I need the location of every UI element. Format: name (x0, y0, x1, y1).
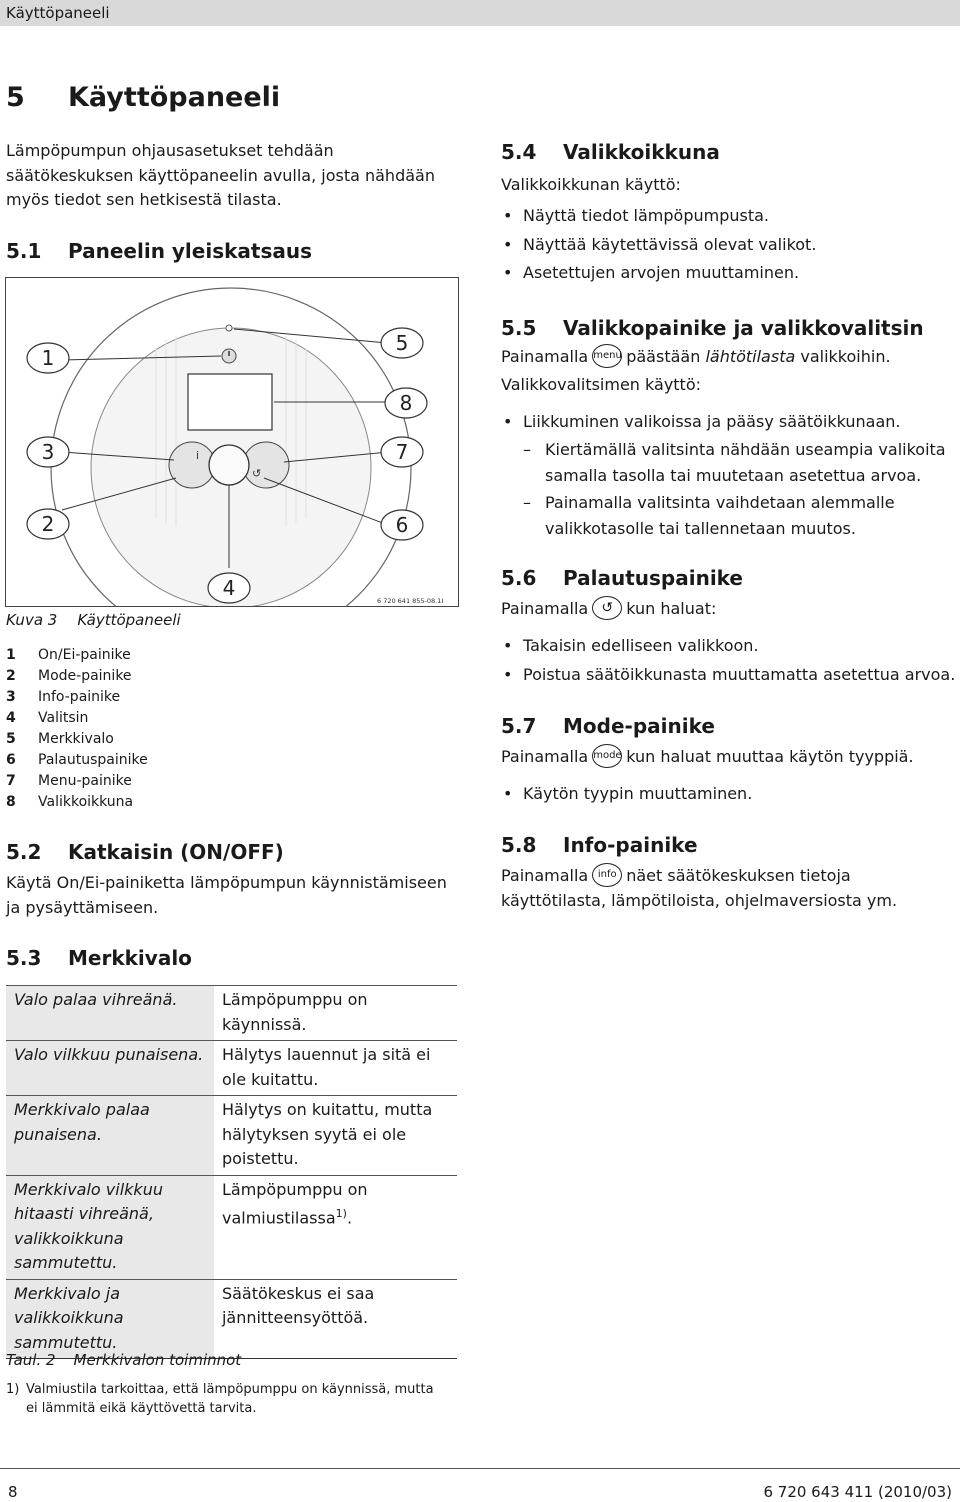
callout-5: 5 (395, 331, 409, 355)
legend-item: 8 Valikkoikkuna (6, 794, 134, 810)
footnote-mark: 1) (6, 1382, 20, 1397)
table-cell: Hälytys on kuitattu, mutta hälytyksen syytä ei ole poistettu. (221, 1100, 433, 1168)
running-head: Käyttöpaneeli (0, 0, 960, 26)
section-title: Katkaisin (ON/OFF) (68, 840, 284, 864)
section-5-7-list (501, 782, 956, 811)
table-row (6, 1175, 457, 1279)
legend-item: 7 Menu-painike (6, 773, 132, 789)
section-title: Valikkoikkuna (563, 140, 720, 164)
section-title: Käyttöpaneeli (68, 82, 281, 113)
footnote-ref: 1) (335, 1207, 347, 1220)
table-row (6, 1041, 457, 1096)
section-5-5-heading (501, 316, 924, 340)
legend-item: 2 Mode-painike (6, 668, 132, 684)
legend-item: 1 On/Ei-painike (6, 647, 131, 663)
section-title: Info-painike (563, 833, 698, 857)
menu-icon: menu (592, 344, 622, 368)
list-item: • Takaisin edelliseen valikkoon. (501, 634, 956, 659)
list-item: • Käytön tyypin muuttaminen. (501, 782, 956, 807)
callout-2: 2 (41, 512, 55, 536)
intro-paragraph: Lämpöpumpun ohjausasetukset tehdään säätökeskuksen käyttöpaneelin avulla, josta nähdään myös tiedot sen hetkisestä tilasta. (6, 141, 435, 209)
section-5-4-intro: Valikkoikkunan käyttö: (501, 175, 681, 194)
table-cell: Valo palaa vihreänä. (6, 986, 214, 1041)
info-icon: info (592, 863, 622, 887)
table-cell: Merkkivalo vilkkuu hitaasti vihreänä, valikkoikkuna sammutettu. (6, 1175, 214, 1279)
indicator-light (226, 325, 232, 331)
caption-label: Kuva 3 (6, 611, 58, 629)
legend-item: 6 Palautuspainike (6, 752, 148, 768)
list-item: • Liikkuminen valikoissa ja pääsy säätöikkunaan. (501, 410, 956, 435)
table-cell: Merkkivalo ja valikkoikkuna sammutettu. (6, 1279, 214, 1359)
legend-item: 4 Valitsin (6, 710, 89, 726)
section-5-6-list (501, 634, 956, 691)
callout-4: 4 (222, 576, 236, 600)
section-5-7-line: Painamalla mode kun haluat muuttaa käytön tyyppiä. (501, 745, 956, 770)
section-number: 5.6 (501, 566, 537, 590)
section-5-3-heading (6, 946, 192, 970)
list-item: • Näyttä tiedot lämpöpumpusta. (501, 204, 951, 229)
section-5-8-heading (501, 833, 698, 857)
mode-icon: mode (592, 744, 622, 768)
section-5-4-heading (501, 140, 720, 164)
section-5-5-dash-list (501, 437, 956, 543)
section-5-5-list (501, 410, 956, 439)
section-5-2-heading (6, 840, 284, 864)
section-5-6-line: Painamalla ↺ kun haluat: (501, 597, 956, 622)
status-light-table (6, 985, 457, 1359)
footer-rule (0, 1468, 960, 1469)
section-5-5-line1: Painamalla menu päästään lähtötilasta valikkoihin. (501, 345, 956, 370)
legend-item: 3 Info-painike (6, 689, 121, 705)
list-item: – Painamalla valitsinta vaihdetaan alemmalle valikkotasolle tai tallennetaan muutos. (501, 490, 956, 542)
table-cell: Lämpöpumppu on käynnissä. (221, 990, 368, 1034)
return-icon: ↺ (592, 596, 622, 620)
section-number: 5.3 (6, 946, 42, 970)
section-5-6-heading (501, 566, 743, 590)
table-row (6, 986, 457, 1041)
section-number: 5.4 (501, 140, 537, 164)
section-5-heading (6, 82, 280, 113)
caption-label: Taul. 2 (6, 1351, 56, 1369)
section-5-4-list (501, 204, 951, 290)
section-title: Merkkivalo (68, 946, 192, 970)
section-title: Valikkopainike ja valikkovalitsin (563, 316, 924, 340)
table-row (6, 1096, 457, 1176)
table-cell: Merkkivalo palaa punaisena. (6, 1096, 214, 1176)
section-5-5-line2: Valikkovalitsimen käyttö: (501, 375, 702, 394)
svg-text:i: i (196, 449, 200, 462)
table-cell: Säätökeskus ei saa jännitteensyöttöä. (221, 1283, 375, 1327)
page-number: 8 (8, 1483, 18, 1501)
section-number: 5.7 (501, 714, 537, 738)
section-5-1-heading (6, 239, 312, 263)
section-5-2-text: Käytä On/Ei-painiketta lämpöpumpun käynnistämiseen ja pysäyttämiseen. (6, 873, 447, 917)
callout-8: 8 (399, 391, 413, 415)
table-cell: Valo vilkkuu punaisena. (6, 1041, 214, 1096)
section-title: Palautuspainike (563, 566, 743, 590)
table-cell: Lämpöpumppu on valmiustilassa$^{1)}$. (221, 1179, 368, 1228)
svg-text:↺: ↺ (252, 467, 262, 480)
caption-text: Merkkivalon toiminnot (73, 1351, 242, 1369)
table-caption (6, 1351, 241, 1369)
panel-figure (5, 277, 459, 607)
caption-text: Käyttöpaneeli (77, 611, 181, 629)
list-item: • Näyttää käytettävissä olevat valikot. (501, 233, 951, 258)
section-title: Paneelin yleiskatsaus (68, 239, 313, 263)
callout-7: 7 (395, 440, 409, 464)
callout-6: 6 (395, 513, 409, 537)
figure-caption (6, 611, 181, 629)
section-title: Mode-painike (563, 714, 715, 738)
table-cell: Hälytys lauennut ja sitä ei ole kuitattu. (221, 1045, 431, 1089)
info-button (169, 442, 215, 488)
footnote (6, 1380, 446, 1418)
section-number: 5.8 (501, 833, 537, 857)
table-row (6, 1279, 457, 1359)
menu-window (188, 374, 272, 430)
section-number: 5 (6, 82, 25, 113)
figure-legend (6, 645, 306, 813)
panel-illustration (6, 278, 458, 606)
list-item: • Poistua säätöikkunasta muuttamatta asetettua arvoa. (501, 663, 956, 688)
callout-1: 1 (41, 346, 55, 370)
figure-code: 6 720 641 855-08.1I (377, 597, 444, 605)
callout-3: 3 (41, 440, 55, 464)
section-5-8-line: Painamalla info näet säätökeskuksen tietoja käyttötilasta, lämpötiloista, ohjelmaversiosta ym. (501, 864, 941, 913)
selector-knob (209, 445, 249, 485)
document-code: 6 720 643 411 (2010/03) (763, 1483, 952, 1501)
section-number: 5.1 (6, 239, 42, 263)
legend-item: 5 Merkkivalo (6, 731, 114, 747)
section-number: 5.2 (6, 840, 42, 864)
list-item: • Asetettujen arvojen muuttaminen. (501, 261, 951, 286)
section-number: 5.5 (501, 316, 537, 340)
section-5-7-heading (501, 714, 715, 738)
menu-button (243, 442, 289, 488)
footnote-text: Valmiustila tarkoittaa, että lämpöpumppu on käynnissä, mutta ei lämmitä eikä käyttövettä tarvita. (26, 1382, 434, 1416)
list-item: – Kiertämällä valitsinta nähdään useampia valikoita samalla tasolla tai muutetaan asetettua arvoa. (501, 437, 956, 489)
